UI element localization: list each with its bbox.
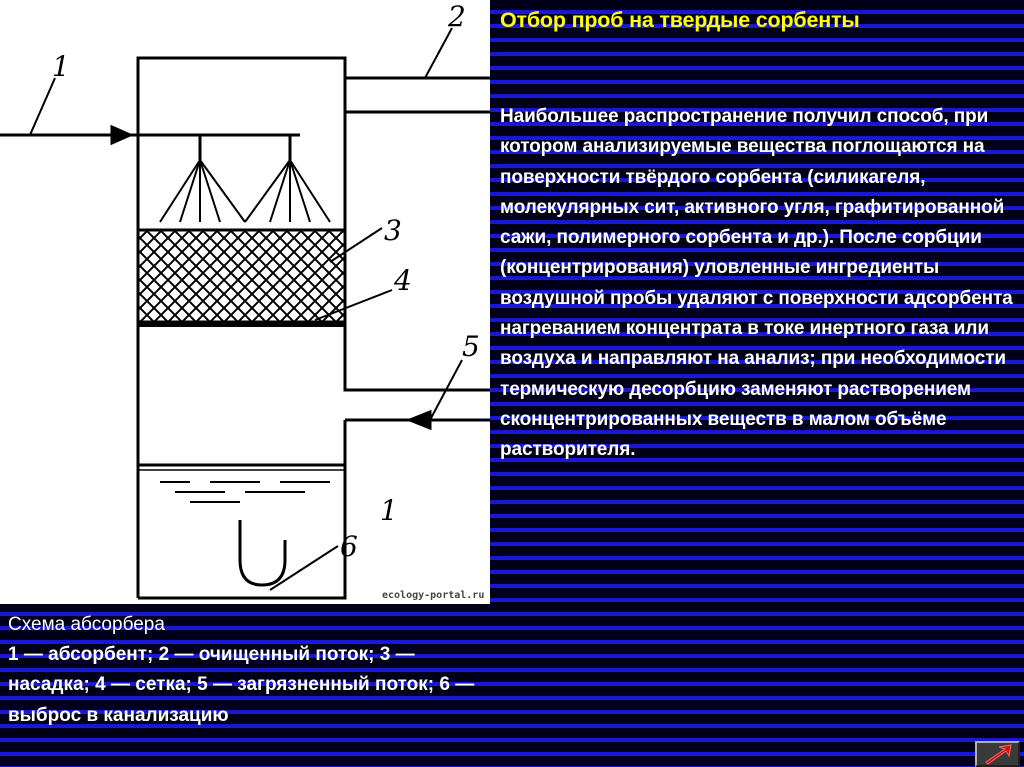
vessel-wall	[138, 58, 345, 598]
watermark: ecology-portal.ru	[382, 590, 485, 601]
drain-pipe	[240, 520, 285, 585]
packing-layer	[138, 230, 345, 322]
label-4: 4	[394, 264, 412, 297]
absorber-diagram	[0, 0, 490, 604]
label-2: 2	[448, 0, 466, 33]
figure-caption	[8, 610, 488, 731]
next-slide-arrow-icon	[977, 743, 1018, 765]
slide-body-text: Наибольшее распространение получил способ, при котором анализируемые вещества поглощаются на поверхности твёрдого сорбента (силикагеля, молекулярных сит, активного угля, графитированной сажи, полимерного сорбента и др.). После сорбции (концентрирования) уловленные ингредиенты воздушной пробы удаляют с поверхности адсорбента нагреванием концентрата в токе инертного газа или воздуха и направляют на анализ; при необходимости термическую десорбцию заменяют растворением сконцентрированных веществ в малом объёме растворителя.	[500, 106, 1013, 461]
caption-legend: 1 — абсорбент; 2 — очищенный поток; 3 — насадка; 4 — сетка; 5 — загрязненный поток; 6 — выброс в канализацию	[8, 644, 475, 726]
next-slide-button[interactable]	[975, 741, 1020, 767]
caption-title: Схема абсорбера	[8, 614, 165, 635]
label-1-body: 1	[380, 494, 398, 527]
slide-title: Отбор проб на твердые сорбенты	[500, 8, 860, 32]
absorber-schematic	[0, 0, 490, 604]
label-6: 6	[340, 530, 358, 563]
label-1: 1	[52, 50, 70, 83]
label-3: 3	[384, 214, 402, 247]
label-5: 5	[462, 330, 480, 363]
